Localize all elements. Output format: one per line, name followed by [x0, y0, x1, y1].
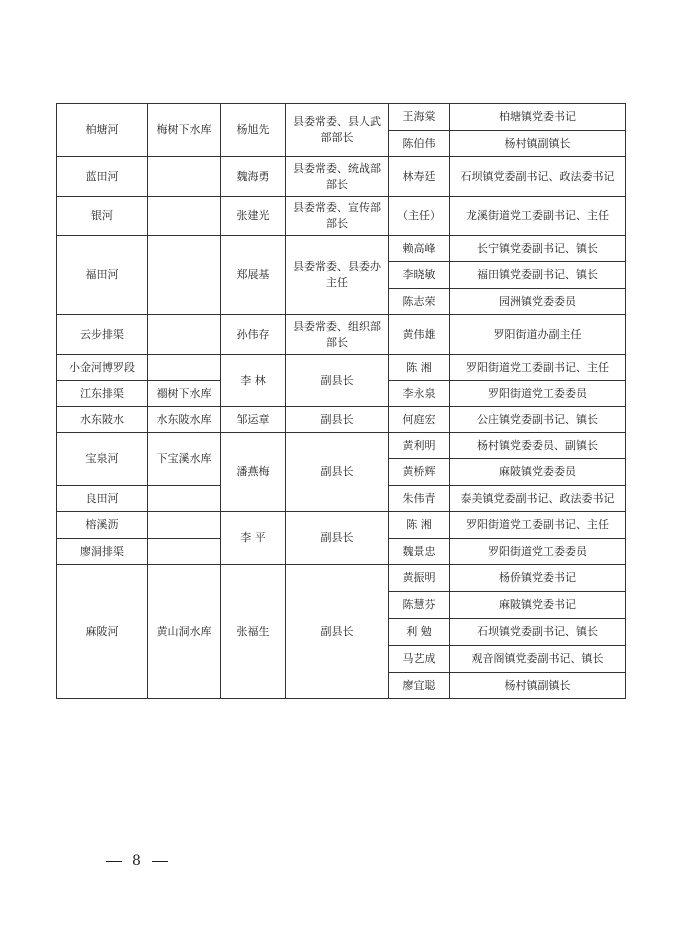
township-position-cell: 杨村镇副镇长 — [450, 673, 626, 699]
river-cell: 麻陂河 — [57, 565, 148, 699]
river-cell: 小金河博罗段 — [57, 355, 148, 381]
township-position-cell: 杨侨镇党委书记 — [450, 565, 626, 592]
township-leader-cell: 李永泉 — [389, 381, 450, 407]
township-leader-cell: 朱伟青 — [389, 486, 450, 512]
county-leader-cell: 魏海勇 — [221, 157, 286, 197]
township-position-cell: 石坝镇党委副书记、政法委书记 — [450, 157, 626, 197]
reservoir-cell — [148, 157, 221, 197]
reservoir-cell — [148, 512, 221, 539]
township-position-cell: 罗阳街道党工委副书记、主任 — [450, 355, 626, 381]
township-leader-cell: 黄利明 — [389, 433, 450, 459]
table-row — [57, 236, 626, 262]
township-leader-cell: （主任） — [389, 197, 450, 236]
reservoir-cell: 梅树下水库 — [148, 104, 221, 157]
township-position-cell: 公庄镇党委副书记、镇长 — [450, 407, 626, 433]
reservoir-cell — [148, 197, 221, 236]
position-cell: 副县长 — [286, 407, 389, 433]
table-row — [57, 355, 626, 381]
river-cell: 银河 — [57, 197, 148, 236]
township-position-cell: 园洲镇党委委员 — [450, 289, 626, 315]
table-row — [57, 433, 626, 459]
river-cell: 福田河 — [57, 236, 148, 315]
county-leader-cell: 杨旭先 — [221, 104, 286, 157]
table-row — [57, 315, 626, 355]
position-cell: 县委常委、统战部部长 — [286, 157, 389, 197]
township-leader-cell: 陈志荣 — [389, 289, 450, 315]
position-cell: 县委常委、组织部部长 — [286, 315, 389, 355]
township-leader-cell: 陈 湘 — [389, 355, 450, 381]
reservoir-cell — [148, 355, 221, 381]
county-leader-cell: 郑展基 — [221, 236, 286, 315]
township-position-cell: 罗阳街道党工委委员 — [450, 539, 626, 565]
table-row — [57, 104, 626, 131]
table-row — [57, 407, 626, 433]
table-row — [57, 512, 626, 539]
township-position-cell: 杨村镇党委委员、副镇长 — [450, 433, 626, 459]
reservoir-cell — [148, 486, 221, 512]
position-cell: 县委常委、县人武部部长 — [286, 104, 389, 157]
township-position-cell: 福田镇党委副书记、镇长 — [450, 262, 626, 289]
river-cell: 宝泉河 — [57, 433, 148, 486]
county-leader-cell: 孙伟存 — [221, 315, 286, 355]
reservoir-cell: 下宝溪水库 — [148, 433, 221, 486]
river-cell: 水东陂水 — [57, 407, 148, 433]
position-cell: 县委常委、县委办主任 — [286, 236, 389, 315]
county-leader-cell: 张福生 — [221, 565, 286, 699]
position-cell: 副县长 — [286, 433, 389, 512]
county-leader-cell: 李 平 — [221, 512, 286, 565]
position-cell: 副县长 — [286, 565, 389, 699]
river-cell: 良田河 — [57, 486, 148, 512]
township-leader-cell: 林寿廷 — [389, 157, 450, 197]
county-leader-cell: 邹运章 — [221, 407, 286, 433]
township-position-cell: 长宁镇党委副书记、镇长 — [450, 236, 626, 262]
county-leader-cell: 张建光 — [221, 197, 286, 236]
township-position-cell: 观音阁镇党委副书记、镇长 — [450, 646, 626, 673]
township-leader-cell: 赖高峰 — [389, 236, 450, 262]
footer-dash-left — [106, 861, 122, 862]
township-position-cell: 石坝镇党委副书记、镇长 — [450, 619, 626, 646]
county-leader-cell: 李 林 — [221, 355, 286, 407]
river-cell: 榕溪沥 — [57, 512, 148, 539]
township-position-cell: 龙溪街道党工委副书记、主任 — [450, 197, 626, 236]
position-cell: 县委常委、宣传部部长 — [286, 197, 389, 236]
river-chief-table — [56, 103, 626, 699]
township-position-cell: 罗阳街道党工委委员 — [450, 381, 626, 407]
township-position-cell: 罗阳街道办副主任 — [450, 315, 626, 355]
footer-dash-right — [152, 861, 168, 862]
township-leader-cell: 廖宜聪 — [389, 673, 450, 699]
table-row — [57, 197, 626, 236]
reservoir-cell — [148, 236, 221, 315]
page-footer — [96, 853, 178, 869]
township-position-cell: 麻陂镇党委委员 — [450, 459, 626, 486]
river-cell: 蓝田河 — [57, 157, 148, 197]
township-leader-cell: 陈慧芬 — [389, 592, 450, 619]
reservoir-cell — [148, 539, 221, 565]
reservoir-cell — [148, 315, 221, 355]
township-leader-cell: 马艺成 — [389, 646, 450, 673]
township-leader-cell: 何庭宏 — [389, 407, 450, 433]
township-leader-cell: 利 勉 — [389, 619, 450, 646]
river-cell: 廖洞排渠 — [57, 539, 148, 565]
township-position-cell: 泰美镇党委副书记、政法委书记 — [450, 486, 626, 512]
table-row — [57, 565, 626, 592]
township-leader-cell: 陈 湘 — [389, 512, 450, 539]
river-cell: 云步排渠 — [57, 315, 148, 355]
reservoir-cell: 水东陂水库 — [148, 407, 221, 433]
township-position-cell: 罗阳街道党工委副书记、主任 — [450, 512, 626, 539]
river-cell: 江东排渠 — [57, 381, 148, 407]
township-leader-cell: 黄桥辉 — [389, 459, 450, 486]
township-leader-cell: 黄振明 — [389, 565, 450, 592]
township-position-cell: 柏塘镇党委书记 — [450, 104, 626, 131]
township-leader-cell: 陈伯伟 — [389, 131, 450, 157]
position-cell: 副县长 — [286, 355, 389, 407]
township-leader-cell: 黄伟雄 — [389, 315, 450, 355]
township-position-cell: 麻陂镇党委书记 — [450, 592, 626, 619]
table-row — [57, 157, 626, 197]
reservoir-cell: 禤树下水库 — [148, 381, 221, 407]
position-cell: 副县长 — [286, 512, 389, 565]
township-leader-cell: 李晓敏 — [389, 262, 450, 289]
township-leader-cell: 魏景忠 — [389, 539, 450, 565]
reservoir-cell: 黄山洞水库 — [148, 565, 221, 699]
township-position-cell: 杨村镇副镇长 — [450, 131, 626, 157]
river-cell: 柏塘河 — [57, 104, 148, 157]
county-leader-cell: 潘燕梅 — [221, 433, 286, 512]
page-number: 8 — [132, 853, 142, 869]
township-leader-cell: 王海棠 — [389, 104, 450, 131]
